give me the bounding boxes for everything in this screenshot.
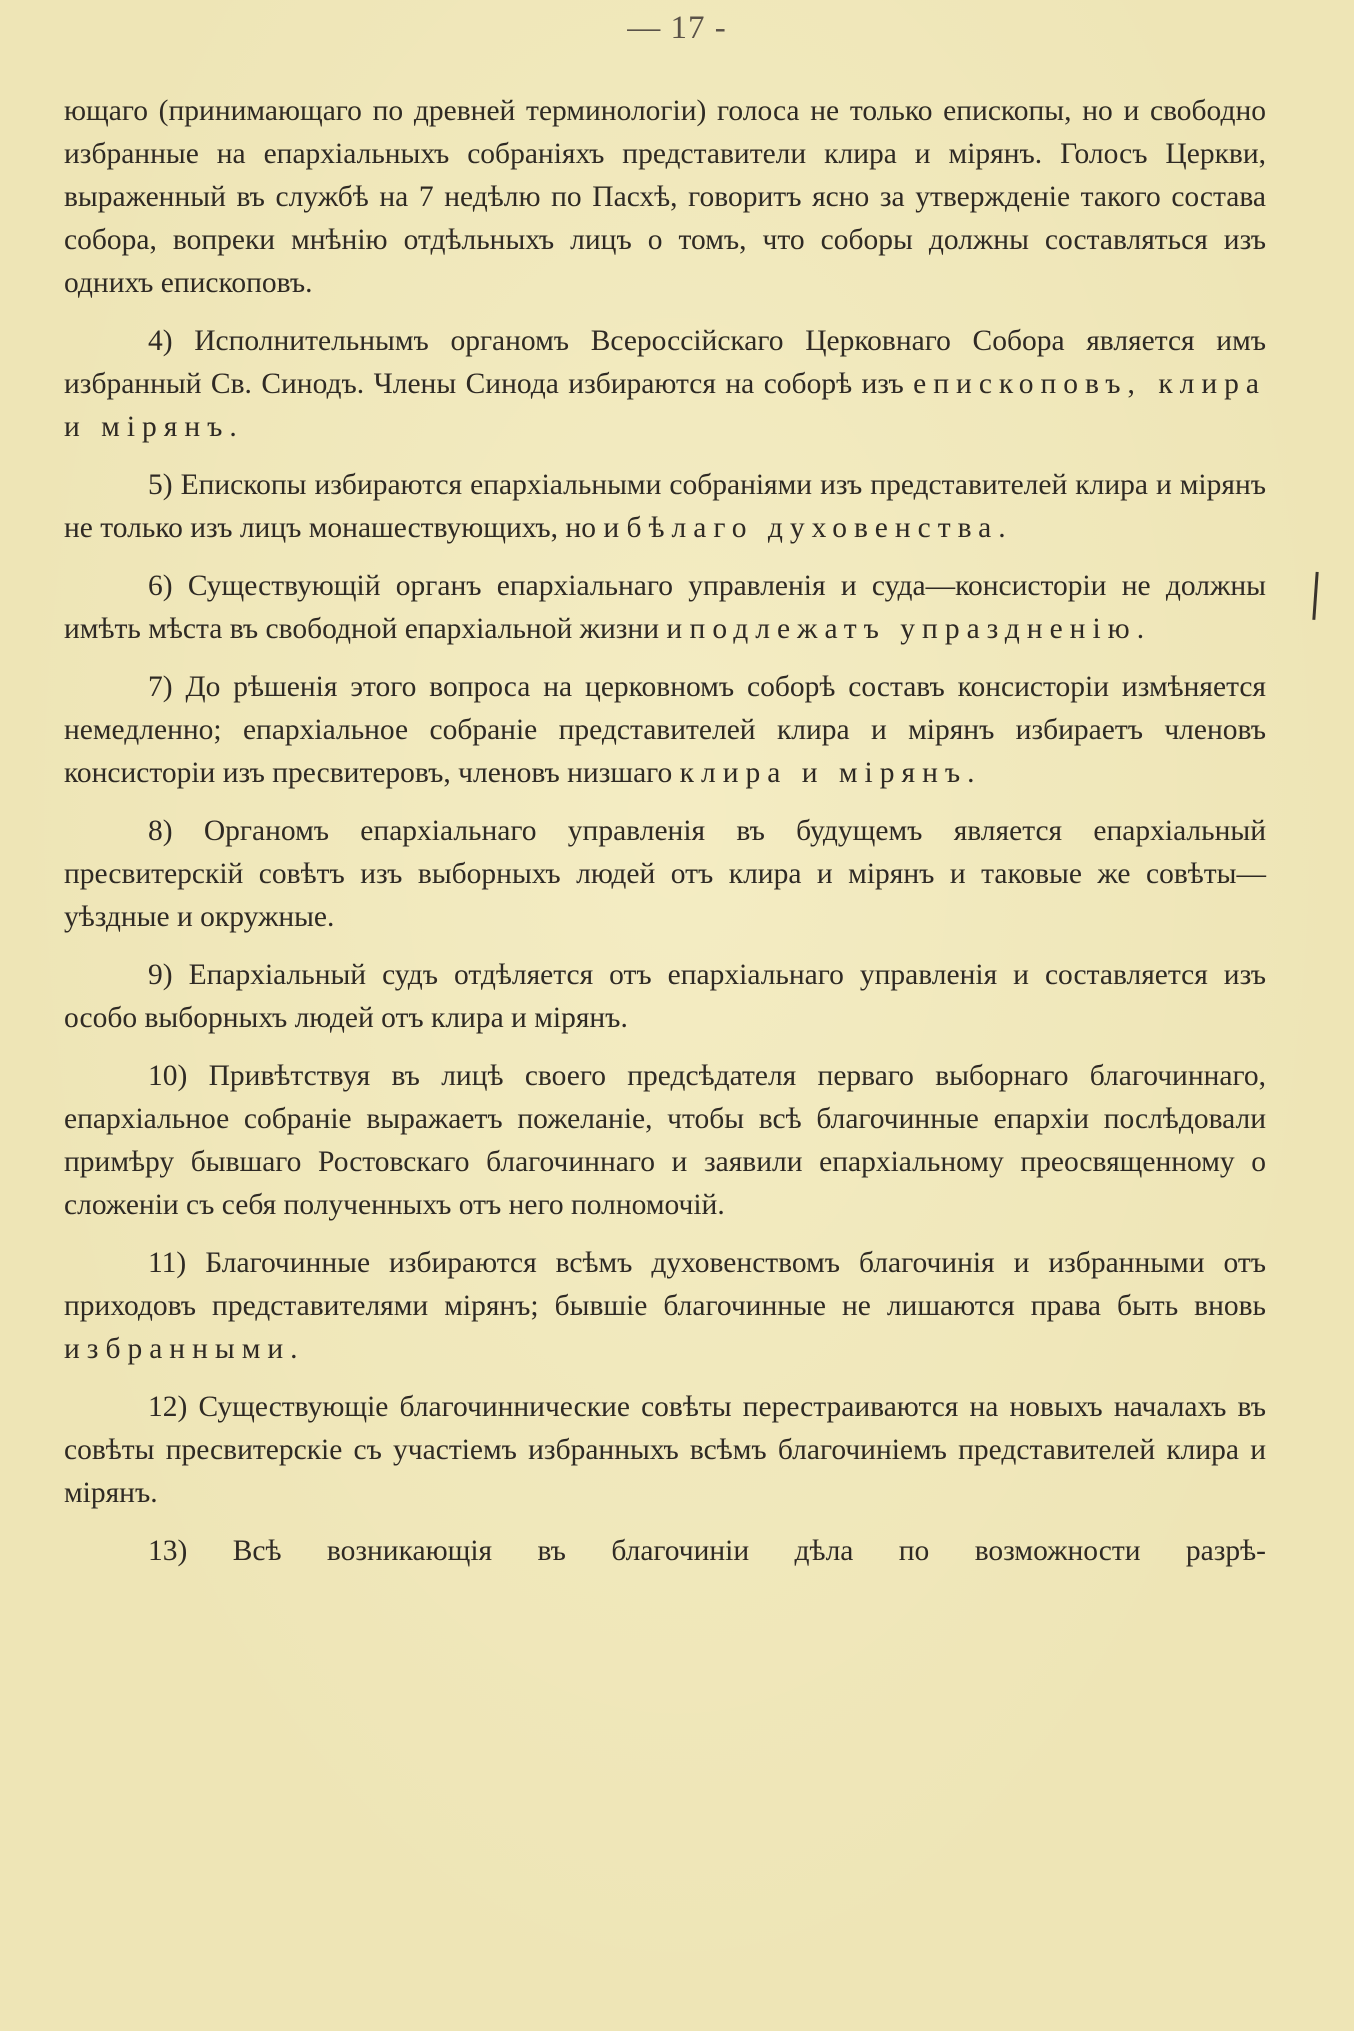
spaced-emphasis: клира и мірянъ. [679,757,982,789]
paragraph-text: 5) Епископы избираются епархіальными собраніями изъ представителей клира и мірянъ не только изъ лицъ монашествующихъ, но и [64,469,1266,544]
paragraph-6 [64,565,1266,651]
paragraph-4 [64,320,1266,449]
margin-pencil-mark [1312,572,1322,620]
paragraph-text: ющаго (принимающаго по древней терминологіи) голоса не только епископы, но и свободно избранные на епархіальныхъ собраніяхъ представители клира и мірянъ. Голосъ Церкви, выраженный въ службѣ на 7 недѣлю по Пасхѣ, говоритъ ясно за утвержденіе такого состава собора, вопреки мнѣнію отдѣльныхъ лицъ о томъ, что соборы должны составляться изъ однихъ епископовъ. [64,95,1266,299]
paragraph-5 [64,464,1266,550]
spaced-emphasis: подлежатъ упраздненію. [689,613,1152,645]
page-number: — 17 - [627,10,727,46]
paragraph-11 [64,1242,1266,1371]
spaced-emphasis: епископовъ, клира и мірянъ. [64,368,1267,443]
page-text [64,90,1266,1588]
paragraph-text: 7) До рѣшенія этого вопроса на церковномъ соборѣ составъ консисторіи измѣняется немедленно; епархіальное собраніе представителей клира и мірянъ избираетъ членовъ консисторіи изъ пресвитеровъ, членовъ низшаго [64,671,1266,789]
paragraph-7 [64,666,1266,795]
paragraph-text: 10) Привѣтствуя въ лицѣ своего предсѣдателя перваго выборнаго благочиннаго, епархіальное собраніе выражаетъ пожеланіе, чтобы всѣ благочинные епархіи послѣдовали примѣру бывшаго Ростовскаго благочиннаго и заявили епархіальному преосвященному о сложеніи съ себя полученныхъ отъ него полномочій. [64,1060,1266,1221]
paragraph-text: 11) Благочинные избираются всѣмъ духовенствомъ благочинія и избранными отъ приходовъ представителями мірянъ; бывшіе благочинные не лишаются права быть вновь [64,1247,1266,1322]
paragraph-text: 4) Исполнительнымъ органомъ Всероссійскаго Церковнаго Собора является имъ избранный Св. Синодъ. Члены Синода избираются на соборѣ изъ [64,325,1266,400]
paragraph-text: 8) Органомъ епархіальнаго управленія въ будущемъ является епархіальный пресвитерскій совѣтъ изъ выборныхъ людей отъ клира и мірянъ и таковые же совѣты—уѣздные и окружные. [64,815,1266,933]
paragraph-9 [64,954,1266,1040]
paragraph-12 [64,1386,1266,1515]
paragraph-continuation [64,90,1266,305]
paragraph-8 [64,810,1266,939]
spaced-emphasis: избранными. [64,1333,305,1365]
paragraph-text: 13) Всѣ возникающія въ благочиніи дѣла по возможности разрѣ- [148,1535,1266,1567]
paragraph-13 [64,1530,1266,1573]
spaced-emphasis: бѣлаго духовенства. [626,512,1013,544]
paragraph-10 [64,1055,1266,1227]
paragraph-text: 9) Епархіальный судъ отдѣляется отъ епархіальнаго управленія и составляется изъ особо выборныхъ людей отъ клира и мірянъ. [64,959,1266,1034]
paragraph-text: 12) Существующіе благочиннические совѣты перестраиваются на новыхъ началахъ въ совѣты пресвитерскіе съ участіемъ избранныхъ всѣмъ благочиніемъ представителей клира и мірянъ. [64,1391,1266,1509]
paragraph-text: 6) Существующій органъ епархіальнаго управленія и суда—консисторіи не должны имѣть мѣста въ свободной епархіальной жизни и [64,570,1266,645]
